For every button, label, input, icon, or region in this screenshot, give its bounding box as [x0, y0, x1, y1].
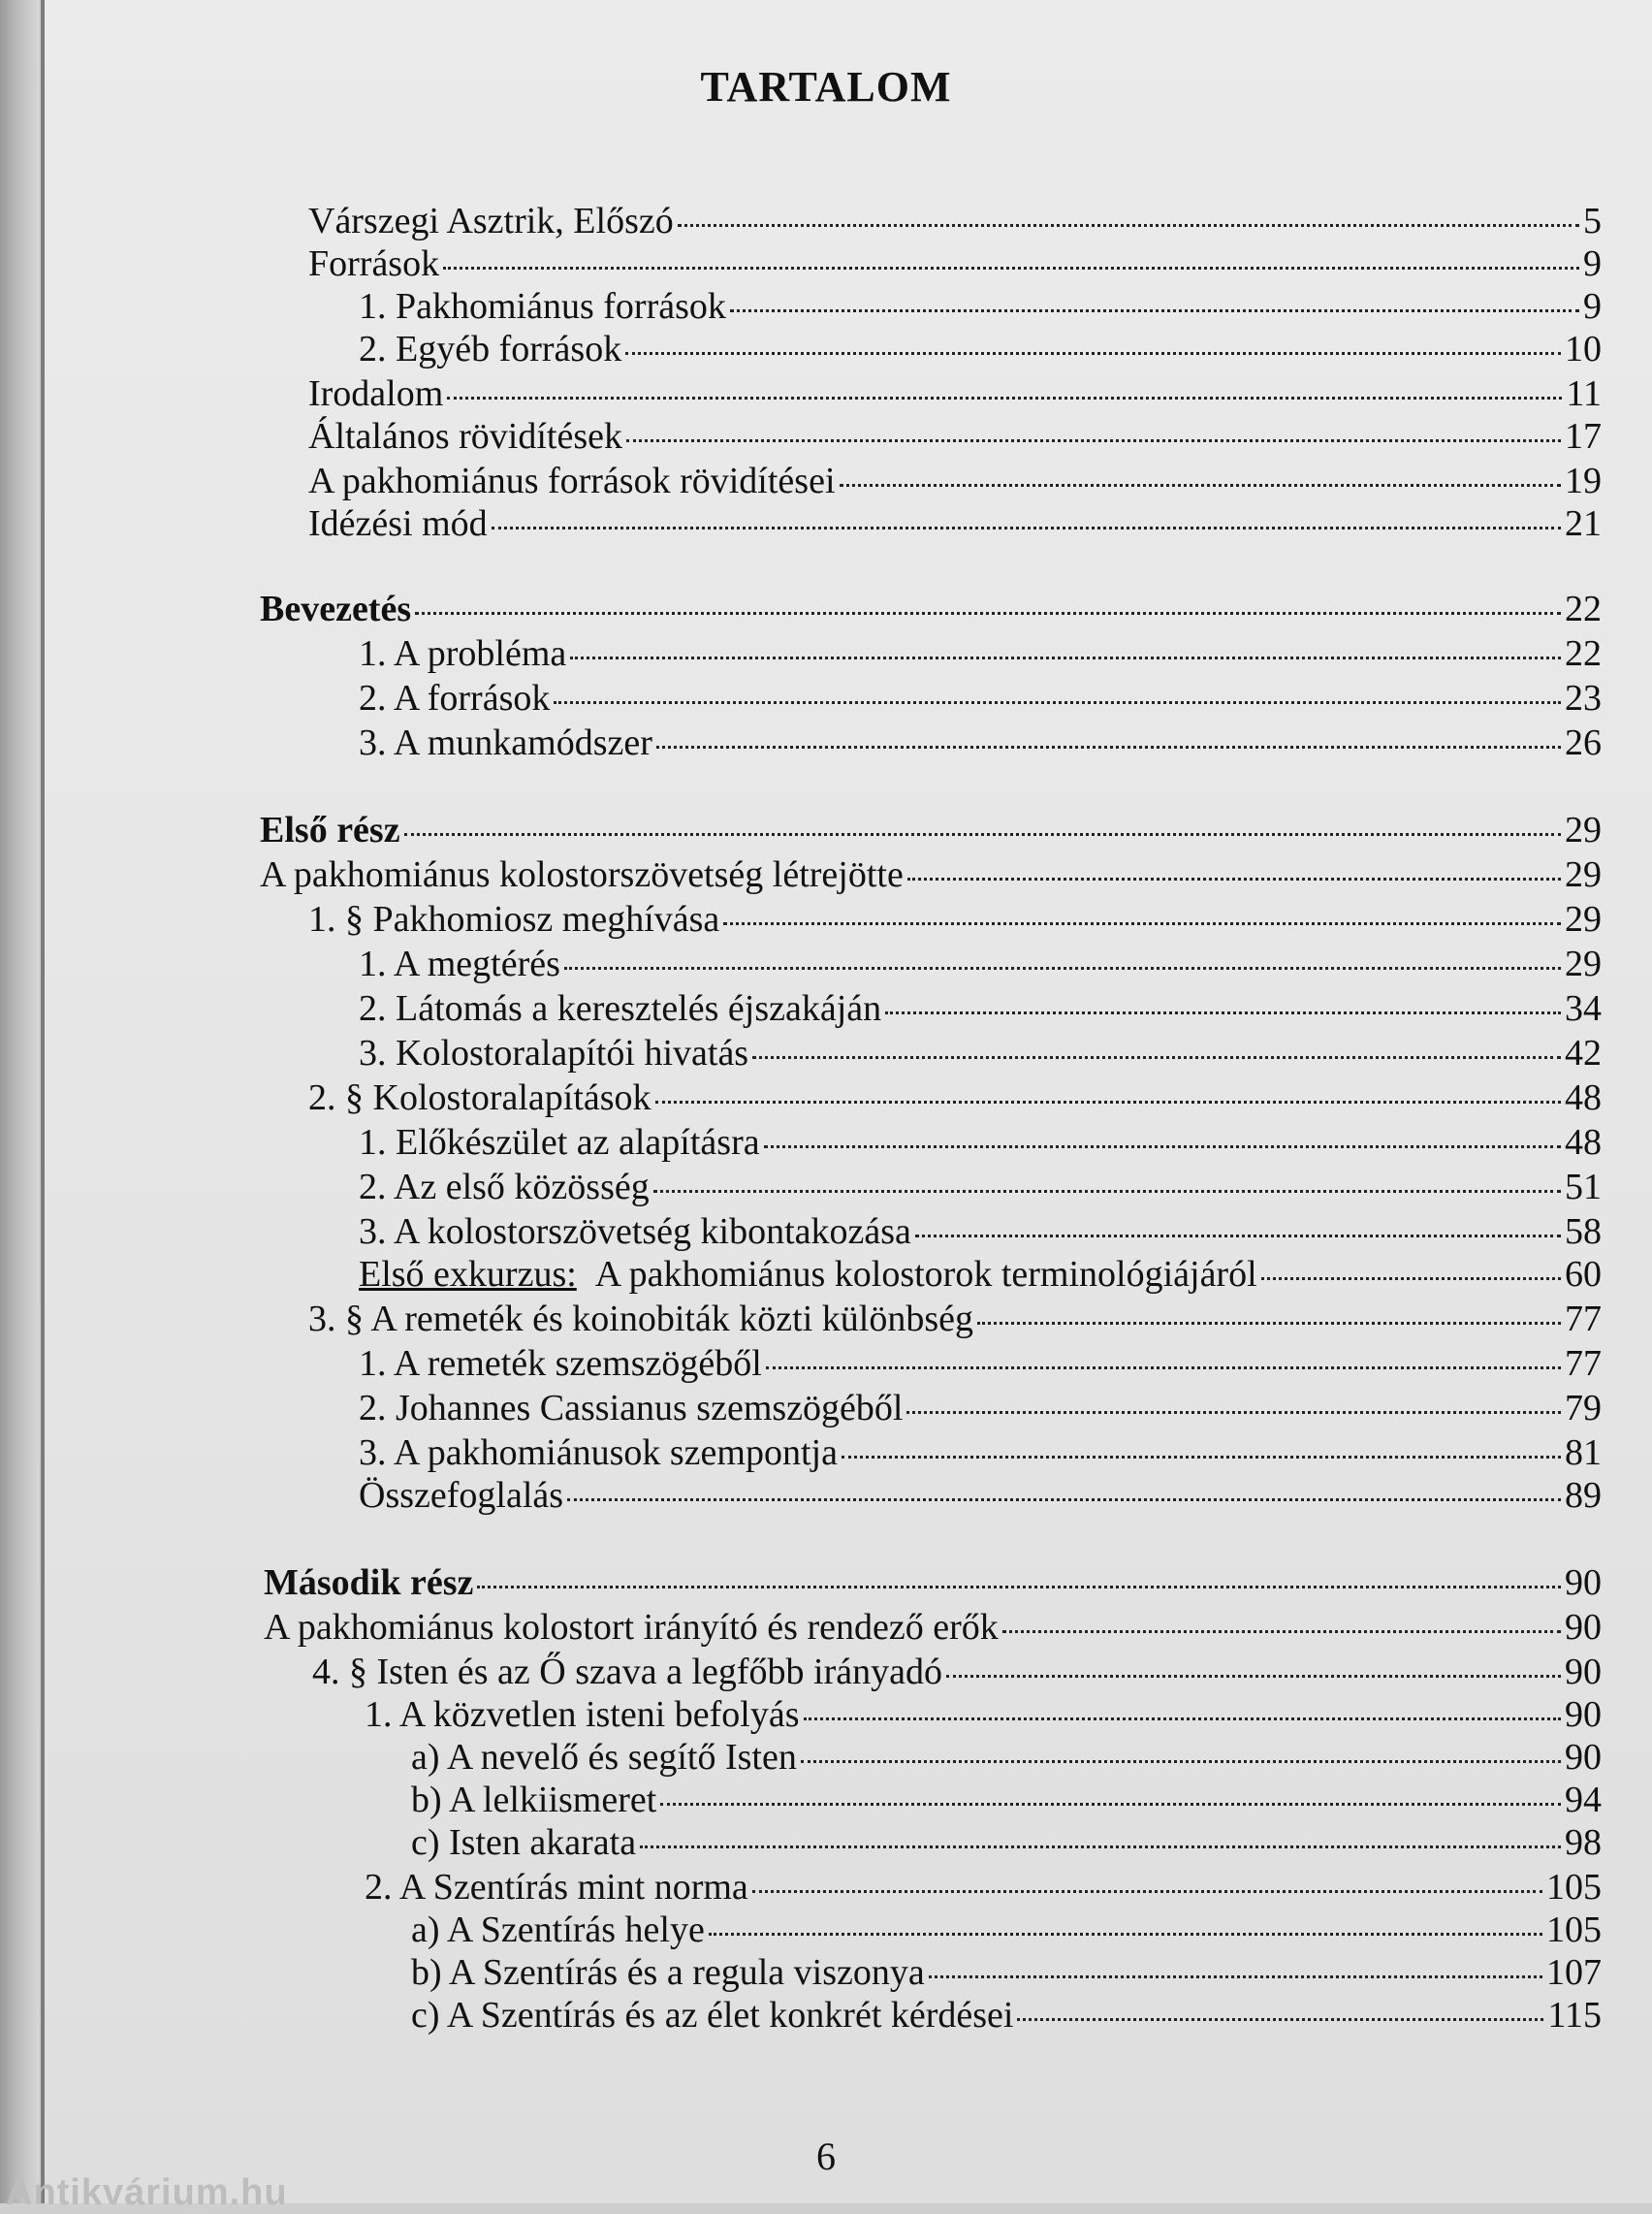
- dot-leader: [415, 612, 1561, 615]
- toc-entry-label: a) A Szentírás helye: [411, 1909, 705, 1950]
- toc-entry: [411, 1821, 1602, 1864]
- toc-entry-page: 115: [1547, 1995, 1602, 2036]
- toc-entry-label: 1. A közvetlen isteni befolyás: [365, 1694, 800, 1735]
- toc-entry-label: Bevezetés: [260, 589, 412, 629]
- toc-entry: [359, 1387, 1602, 1429]
- toc-entry-label: 2. Egyéb források: [359, 329, 622, 369]
- excursus-title: A pakhomiánus kolostorok terminológiájáról: [594, 1254, 1257, 1295]
- page-number: 6: [816, 2134, 836, 2178]
- dot-leader: [946, 1675, 1561, 1678]
- toc-entry-label: 1. Pakhomiánus források: [359, 286, 726, 327]
- toc-entry: [308, 372, 1602, 415]
- toc-entry: [308, 1298, 1602, 1340]
- dot-leader: [907, 878, 1561, 881]
- toc-entry-label: A pakhomiánus kolostort irányító és rendező erők: [264, 1607, 999, 1648]
- toc-entry-page: 58: [1565, 1211, 1602, 1252]
- toc-entry: [264, 1606, 1602, 1649]
- toc-entry-page: 22: [1565, 633, 1602, 674]
- toc-entry-page: 90: [1565, 1737, 1602, 1778]
- dot-leader: [764, 1145, 1561, 1148]
- toc-entry-page: 19: [1565, 461, 1602, 501]
- toc-entry-label: [359, 1253, 1257, 1296]
- dot-leader: [640, 1845, 1561, 1848]
- toc-entry: [308, 1076, 1602, 1119]
- toc-entry-page: 77: [1565, 1343, 1602, 1384]
- toc-entry-page: 90: [1565, 1652, 1602, 1692]
- dot-leader: [752, 1890, 1542, 1893]
- dot-leader: [404, 833, 1561, 836]
- dot-leader: [1002, 1630, 1561, 1633]
- toc-entry-page: 34: [1565, 988, 1602, 1029]
- dot-leader: [554, 701, 1561, 704]
- toc-entry: [308, 460, 1602, 502]
- toc-entry-label: c) Isten akarata: [411, 1822, 637, 1863]
- toc-entry: [359, 722, 1602, 764]
- toc-entry-page: 29: [1565, 944, 1602, 984]
- toc-entry-label: Első rész: [260, 810, 400, 850]
- toc-entry-label: 2. A Szentírás mint norma: [365, 1867, 748, 1908]
- toc-entry: [359, 987, 1602, 1030]
- toc-entry-label: Általános rövidítések: [308, 416, 622, 457]
- dot-leader: [656, 746, 1561, 749]
- toc-entry: [260, 853, 1602, 896]
- toc-entry-page: 42: [1565, 1033, 1602, 1074]
- toc-entry: [365, 1866, 1602, 1909]
- toc-entry-label: 2. § Kolostoralapítások: [308, 1077, 651, 1118]
- dot-leader: [804, 1717, 1561, 1720]
- toc-entry-label: Várszegi Asztrik, Előszó: [308, 201, 674, 241]
- dot-leader: [885, 1011, 1561, 1014]
- dot-leader: [752, 1056, 1561, 1059]
- toc-entry-label: a) A nevelő és segítő Isten: [411, 1737, 797, 1778]
- dot-leader: [626, 439, 1561, 442]
- toc-entry-page: 107: [1546, 1952, 1602, 1993]
- toc-entry-page: 21: [1565, 503, 1602, 544]
- dot-leader: [492, 527, 1561, 529]
- dot-leader: [1261, 1277, 1561, 1280]
- toc-entry-label: 3. A munkamódszer: [359, 722, 652, 763]
- dot-leader: [709, 1933, 1542, 1936]
- toc-entry: [365, 1693, 1602, 1736]
- dot-leader: [477, 1586, 1561, 1588]
- toc-entry-label: A pakhomiánus források rövidítései: [308, 461, 836, 501]
- toc-entry-page: 29: [1565, 810, 1602, 850]
- toc-entry: [308, 898, 1602, 941]
- toc-entry-heading: [264, 1561, 1602, 1604]
- dot-leader: [1017, 2018, 1543, 2021]
- toc-entry-page: 22: [1565, 589, 1602, 629]
- toc-entry: [312, 1651, 1602, 1693]
- dot-leader: [842, 1456, 1561, 1459]
- toc-entry-label: 1. § Pakhomiosz meghívása: [308, 899, 720, 940]
- toc-entry-label: 2. Johannes Cassianus szemszögéből: [359, 1388, 904, 1428]
- toc-entry-label: Irodalom: [308, 373, 444, 414]
- toc-entry: [359, 677, 1602, 720]
- toc-entry: [411, 1779, 1602, 1821]
- toc-entry: [411, 1994, 1602, 2037]
- dot-leader: [840, 484, 1561, 487]
- dot-leader: [443, 267, 1579, 270]
- toc-entry-label: c) A Szentírás és az élet konkrét kérdései: [411, 1995, 1014, 2036]
- toc-entry: [359, 943, 1602, 985]
- toc-entry-page: 11: [1566, 373, 1602, 414]
- watermark-text: Antikvárium.hu: [6, 2172, 288, 2213]
- toc-entry-page: 90: [1565, 1694, 1602, 1735]
- dot-leader: [929, 1975, 1542, 1978]
- toc-entry-heading: [260, 809, 1602, 851]
- toc-entry-label: A pakhomiánus kolostorszövetség létrejötte: [260, 854, 904, 895]
- dot-leader: [660, 1803, 1561, 1806]
- toc-entry-label: 2. Az első közösség: [359, 1167, 650, 1207]
- toc-entry-page: 90: [1565, 1562, 1602, 1603]
- toc-entry-label: 2. Látomás a keresztelés éjszakáján: [359, 988, 882, 1029]
- toc-entry-page: 51: [1565, 1167, 1602, 1207]
- toc-entry-label: 4. § Isten és az Ő szava a legfőbb irányadó: [312, 1652, 942, 1692]
- dot-leader: [678, 224, 1579, 227]
- toc-entry: [308, 415, 1602, 458]
- toc-entry: [359, 1431, 1602, 1474]
- toc-entry-label: 3. A kolostorszövetség kibontakozása: [359, 1211, 911, 1252]
- toc-entry: [308, 502, 1602, 545]
- page-title: TARTALOM: [700, 63, 952, 111]
- dot-leader: [655, 1101, 1561, 1104]
- toc-entry-page: 79: [1565, 1388, 1602, 1428]
- dot-leader: [625, 352, 1561, 355]
- toc-entry-label: b) A lelkiismeret: [411, 1780, 657, 1820]
- toc-entry-label: Második rész: [264, 1562, 474, 1603]
- toc-entry-page: 26: [1565, 722, 1602, 763]
- toc-entry-page: 48: [1565, 1122, 1602, 1163]
- toc-entry-page: 60: [1565, 1254, 1602, 1295]
- toc-entry: [359, 632, 1602, 675]
- toc-entry-page: 94: [1565, 1780, 1602, 1820]
- toc-entry: [411, 1951, 1602, 1994]
- toc-entry: [308, 242, 1602, 285]
- toc-entry-label: 1. A probléma: [359, 633, 567, 674]
- dot-leader: [915, 1235, 1561, 1237]
- toc-entry: [359, 328, 1602, 370]
- toc-entry-page: 48: [1565, 1077, 1602, 1118]
- toc-entry-label: 1. A megtérés: [359, 944, 560, 984]
- toc-entry-heading: [260, 588, 1602, 630]
- dot-leader: [730, 309, 1579, 312]
- toc-entry-label: Összefoglalás: [359, 1475, 564, 1516]
- toc-entry-label: 2. A források: [359, 678, 551, 719]
- toc-entry: [359, 1474, 1602, 1517]
- dot-leader: [906, 1411, 1561, 1414]
- toc-entry: [359, 1342, 1602, 1385]
- toc-entry-page: 89: [1565, 1475, 1602, 1516]
- toc-entry-label: Idézési mód: [308, 503, 488, 544]
- toc-entry-page: 29: [1565, 899, 1602, 940]
- dot-leader: [766, 1366, 1561, 1369]
- toc-entry: [359, 285, 1602, 328]
- toc-entry: [359, 1121, 1602, 1164]
- toc-entry-page: 9: [1583, 243, 1602, 284]
- toc-entry-page: 5: [1583, 201, 1602, 241]
- toc-entry-label: b) A Szentírás és a regula viszonya: [411, 1952, 925, 1993]
- toc-entry-excursus: [359, 1253, 1602, 1296]
- dot-leader: [653, 1190, 1561, 1193]
- dot-leader: [801, 1760, 1561, 1763]
- toc-entry: [411, 1909, 1602, 1951]
- toc-entry-page: 9: [1583, 286, 1602, 327]
- toc-entry: [359, 1210, 1602, 1253]
- toc-entry-page: 105: [1546, 1909, 1602, 1950]
- dot-leader: [447, 397, 1562, 400]
- toc-entry-page: 98: [1565, 1822, 1602, 1863]
- toc-entry: [359, 1166, 1602, 1208]
- toc-entry: [359, 1032, 1602, 1075]
- toc-entry-label: 1. Előkészület az alapításra: [359, 1122, 760, 1163]
- toc-entry-label: 3. Kolostoralapítói hivatás: [359, 1033, 749, 1074]
- toc-entry-page: 105: [1546, 1867, 1602, 1908]
- toc-entry-label: 3. A pakhomiánusok szempontja: [359, 1432, 838, 1473]
- toc-entry-page: 23: [1565, 678, 1602, 719]
- toc-entry-label: Források: [308, 243, 440, 284]
- toc-entry-page: 77: [1565, 1299, 1602, 1339]
- excursus-underlined-label: Első exkurzus:: [359, 1254, 577, 1295]
- dot-leader: [570, 657, 1561, 659]
- dot-leader: [977, 1322, 1561, 1325]
- toc-entry-label: 1. A remeték szemszögéből: [359, 1343, 762, 1384]
- toc-entry: [308, 200, 1602, 242]
- dot-leader: [564, 967, 1561, 970]
- toc-entry-page: 10: [1565, 329, 1602, 369]
- toc-entry-page: 90: [1565, 1607, 1602, 1648]
- dot-leader: [567, 1498, 1561, 1501]
- toc-entry-page: 17: [1565, 416, 1602, 457]
- dot-leader: [723, 922, 1561, 925]
- toc-entry-page: 29: [1565, 854, 1602, 895]
- toc-entry: [411, 1736, 1602, 1779]
- toc-entry-label: 3. § A remeték és koinobiták közti különbség: [308, 1299, 974, 1339]
- toc-entry-page: 81: [1565, 1432, 1602, 1473]
